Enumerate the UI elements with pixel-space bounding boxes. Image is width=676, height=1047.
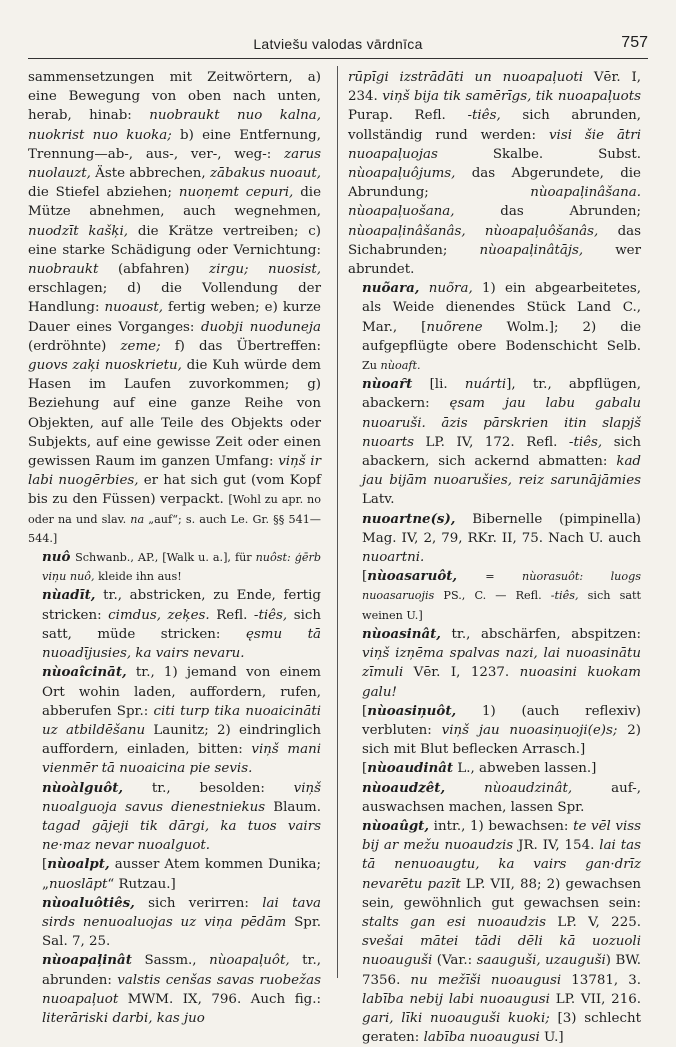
right-column-entry: nùoaȓt [li. nuárti], tr., abpflügen, abackern: ęsam jau labu gabalu nuoaruši. āzis pārskrien itin slapjš nuoarts LP. IV, 172. Refl. -tiês, sich abackern, sich ackernd abmatten: kad jau bijām nuoarušies, reiz sarunājāmies Latv. <box>362 376 641 508</box>
left-column-entry: nùoaluôtiês, sich verirren: lai tava sirds nenuoaluojas uz viņa pēdām Spr. Sal. 7, 25. <box>42 894 322 950</box>
left-column-entry: nùoapaļinât Sassm., nùoapaļuôt, tr., abrunden: valstis cenšas savas ruobežas nuoapaļuot MWM. IX, 796. Auch fig.: literāriski darbi, kas juo <box>42 952 321 1026</box>
left-column-entry: nuô Schwanb., AP., [Walk u. a.], für nuôst: ģērb viņu nuô, kleide ihn aus! <box>42 549 321 584</box>
left-column <box>28 68 321 1028</box>
right-column-entry: [nùoasiņuôt, 1) (auch reflexiv) verbluten: viņš jau nuoasiņuoji(e)s; 2) sich mit Blut beflecken Arrasch.] <box>362 702 641 758</box>
left-column-entry: nùoaîcināt, tr., 1) jemand von einem Ort wohin laden, auffordern, rufen, abberufen Spr.: citi turp tika nuoaicināti uz atbildēšanu Launitz; 2) eindringlich auffordern, einladen, bitten: viņš mani vienmēr tā nuoaicina pie sevis. <box>42 664 321 777</box>
right-column <box>348 68 641 1047</box>
left-column-entry: nùadīt, tr., abstricken, zu Ende, fertig stricken: cimdus, zeķes. Refl. -tiês, sich satt, müde stricken: ęsmu tā nuoadījusies, ka vairs nevaru. <box>42 587 321 662</box>
right-column-entry: rūpīgi izstrādāti un nuoapaļuoti Vēr. I, 234. viņš bija tik samērīgs, tik nuoapaļuots Purap. Refl. -tiês, sich abrunden, vollständig rund werden: visi šie ātri nuoapaļuojas Skalbe. Subst. nùoapaļuôjums, das Abgerundete, die Abrundung; nùoapaļinâšana. nùoapaļuošana, das Abrunden; nùoapaļinâšanâs, nùoapaļuôšanâs, das Sichabrunden; nùoapaļinâtājs, wer abrundet. <box>348 70 641 278</box>
page-number: 757 <box>621 34 648 51</box>
column-divider <box>337 66 338 978</box>
left-column-entry: [nùoalpt, ausser Atem kommen Dunika; „nuoslāpt“ Rutzau.] <box>42 856 321 892</box>
right-column-entry: [nùoaudinât L., abweben lassen.] <box>362 760 597 777</box>
right-column-entry: nùoasinât, tr., abschärfen, abspitzen: viņš izņēma spalvas nazi, lai nuoasinātu zīmuli Vēr. I, 1237. nuoasini kuokam galu! <box>362 625 641 700</box>
page-header <box>28 30 648 59</box>
right-column-entry: nuoartne(s), Bibernelle (pimpinella) Mag. IV, 2, 79, RKr. II, 75. Nach U. auch nuoartni. <box>362 510 641 566</box>
left-column-entry: nùoàlguôt, tr., besolden: viņš nuoalguoja savus dienestniekus Blaum. tagad gājeji tik dārgi, ka tuos vairs ne·maz nevar nuoalguot. <box>42 779 321 854</box>
right-column-entry: [nùoasaruôt, = nùorasuôt: luogs nuoasaruojis PS., C. — Refl. -tiês, sich satt weinen U.] <box>362 568 641 622</box>
right-column-entry: nuõara, nuõra, 1) ein abgearbeitetes, als Weide dienendes Stück Land C., Mar., [nuõrene Wolm.]; 2) die aufgepflügte obere Bodenschicht Selb. Zu nùoaft. <box>362 280 641 373</box>
right-column-entry: nùoaudzêt, nùoaudzinât, auf-, auswachsen machen, lassen Spr. <box>362 779 641 815</box>
left-column-entry: sammensetzungen mit Zeitwörtern, a) eine Bewegung von oben nach unten, herab, hinab: nuobraukt nuo kalna, nuokrist nuo kuoka; b) eine Entfernung, Trennung—ab-, aus-, ver-, weg-: zarus nuolauzt, Äste abbrechen, zābakus nuoaut, die Stiefel abziehen; nuoņemt cepuri, die Mütze abnehmen, auch wegnehmen, nuodzīt kašķi, die Krätze vertreiben; c) eine starke Schädigung oder Vernichtung: nuobraukt (abfahren) zirgu; nuosist, erschlagen; d) die Vollendung der Handlung: nuoaust, fertig weben; e) kurze Dauer eines Vorganges: duobji nuoduneja (erdröhnte) zeme; f) das Übertreffen: guovs zaķi nuoskrietu, die Kuh würde dem Hasen im Laufen zuvorkommen; g) Beziehung auf eine ganze Reihe von Objekten, auf alle Teile des Objekts oder Subjekts, auf eine gewisse Zeit oder einen gewissen Raum im ganzen Umfang: viņš ir labi nuogērbies, er hat sich gut (vom Kopf bis zu den Füssen) verpackt. [Wohl zu apr. no oder na und slav. na „auf“; s. auch Le. Gr. §§ 541—544.] <box>28 70 322 545</box>
running-title: Latviešu valodas vārdnīca <box>253 36 423 52</box>
right-column-entry: nùoaûgt, intr., 1) bewachsen: te vēl viss bij ar mežu nuoaudzis JR. IV, 154. lai tas tā nenuoaugtu, ka vairs gan·drīz nevarētu pazīt LP. VII, 88; 2) gewachsen sein, gewöhnlich gut gewachsen sein: stalts gan esi nuoaudzis LP. V, 225. svešai mātei tādi dēli kā uozuoli nuoauguši (Var.: saauguši, uzauguši) BW. 7356. nu mežīši nuoaugusi 13781, 3. labība nebij labi nuoaugusi LP. VII, 216. gari, līki nuoauguši kuoki; [3) schlecht geraten: labība nuoaugusi U.] <box>362 817 642 1046</box>
